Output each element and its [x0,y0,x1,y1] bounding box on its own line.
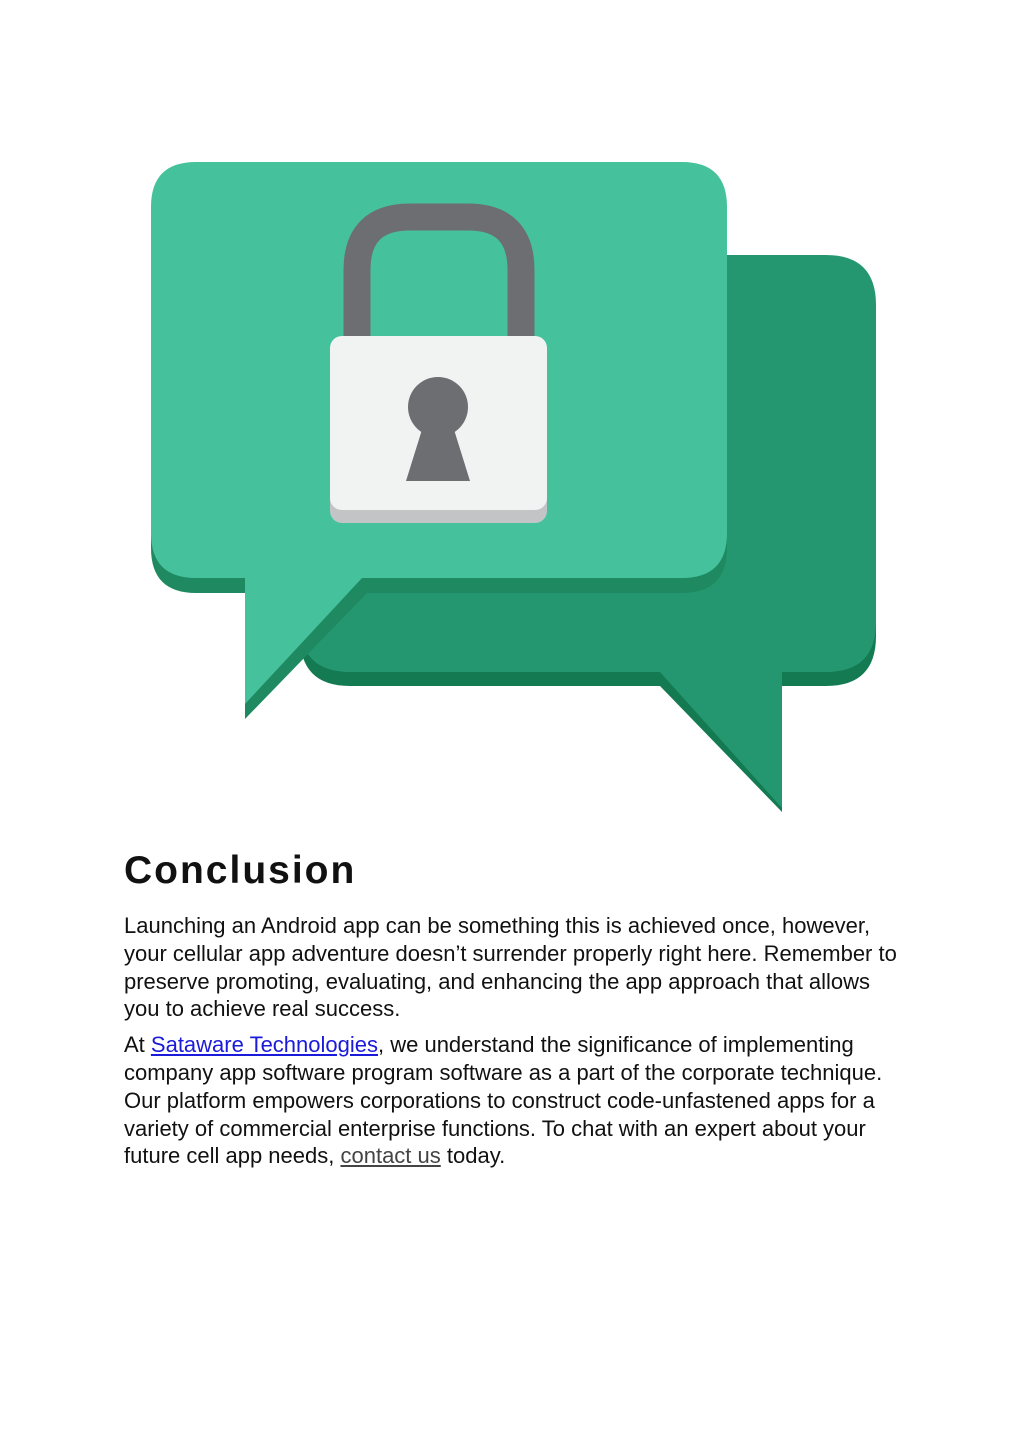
paragraph-suffix: today. [440,1143,506,1169]
paragraph-prefix: At [124,1032,151,1058]
paragraph-intro: Launching an Android app can be something this is achieved once, however, your cellular app adventure doesn’t surrender properly right here. Remember to preserve promoting, evaluating, and enhancing the app approach that allows you to achieve real success. [124,913,897,1022]
paragraph-company [124,1031,904,1170]
contact-us-link[interactable]: contact us [340,1143,441,1169]
section-heading: Conclusion [124,849,357,892]
paragraph-body: , we understand the significance of implementing company app software program software as a part of the corporate technique. Our platform empowers corporations to construct code-unfastened apps for a variety of commercial enterprise functions. To chat with an expert about your future cell app needs, [124,1032,883,1169]
company-link[interactable]: Sataware Technologies [150,1032,378,1058]
conclusion-section [124,848,904,1178]
